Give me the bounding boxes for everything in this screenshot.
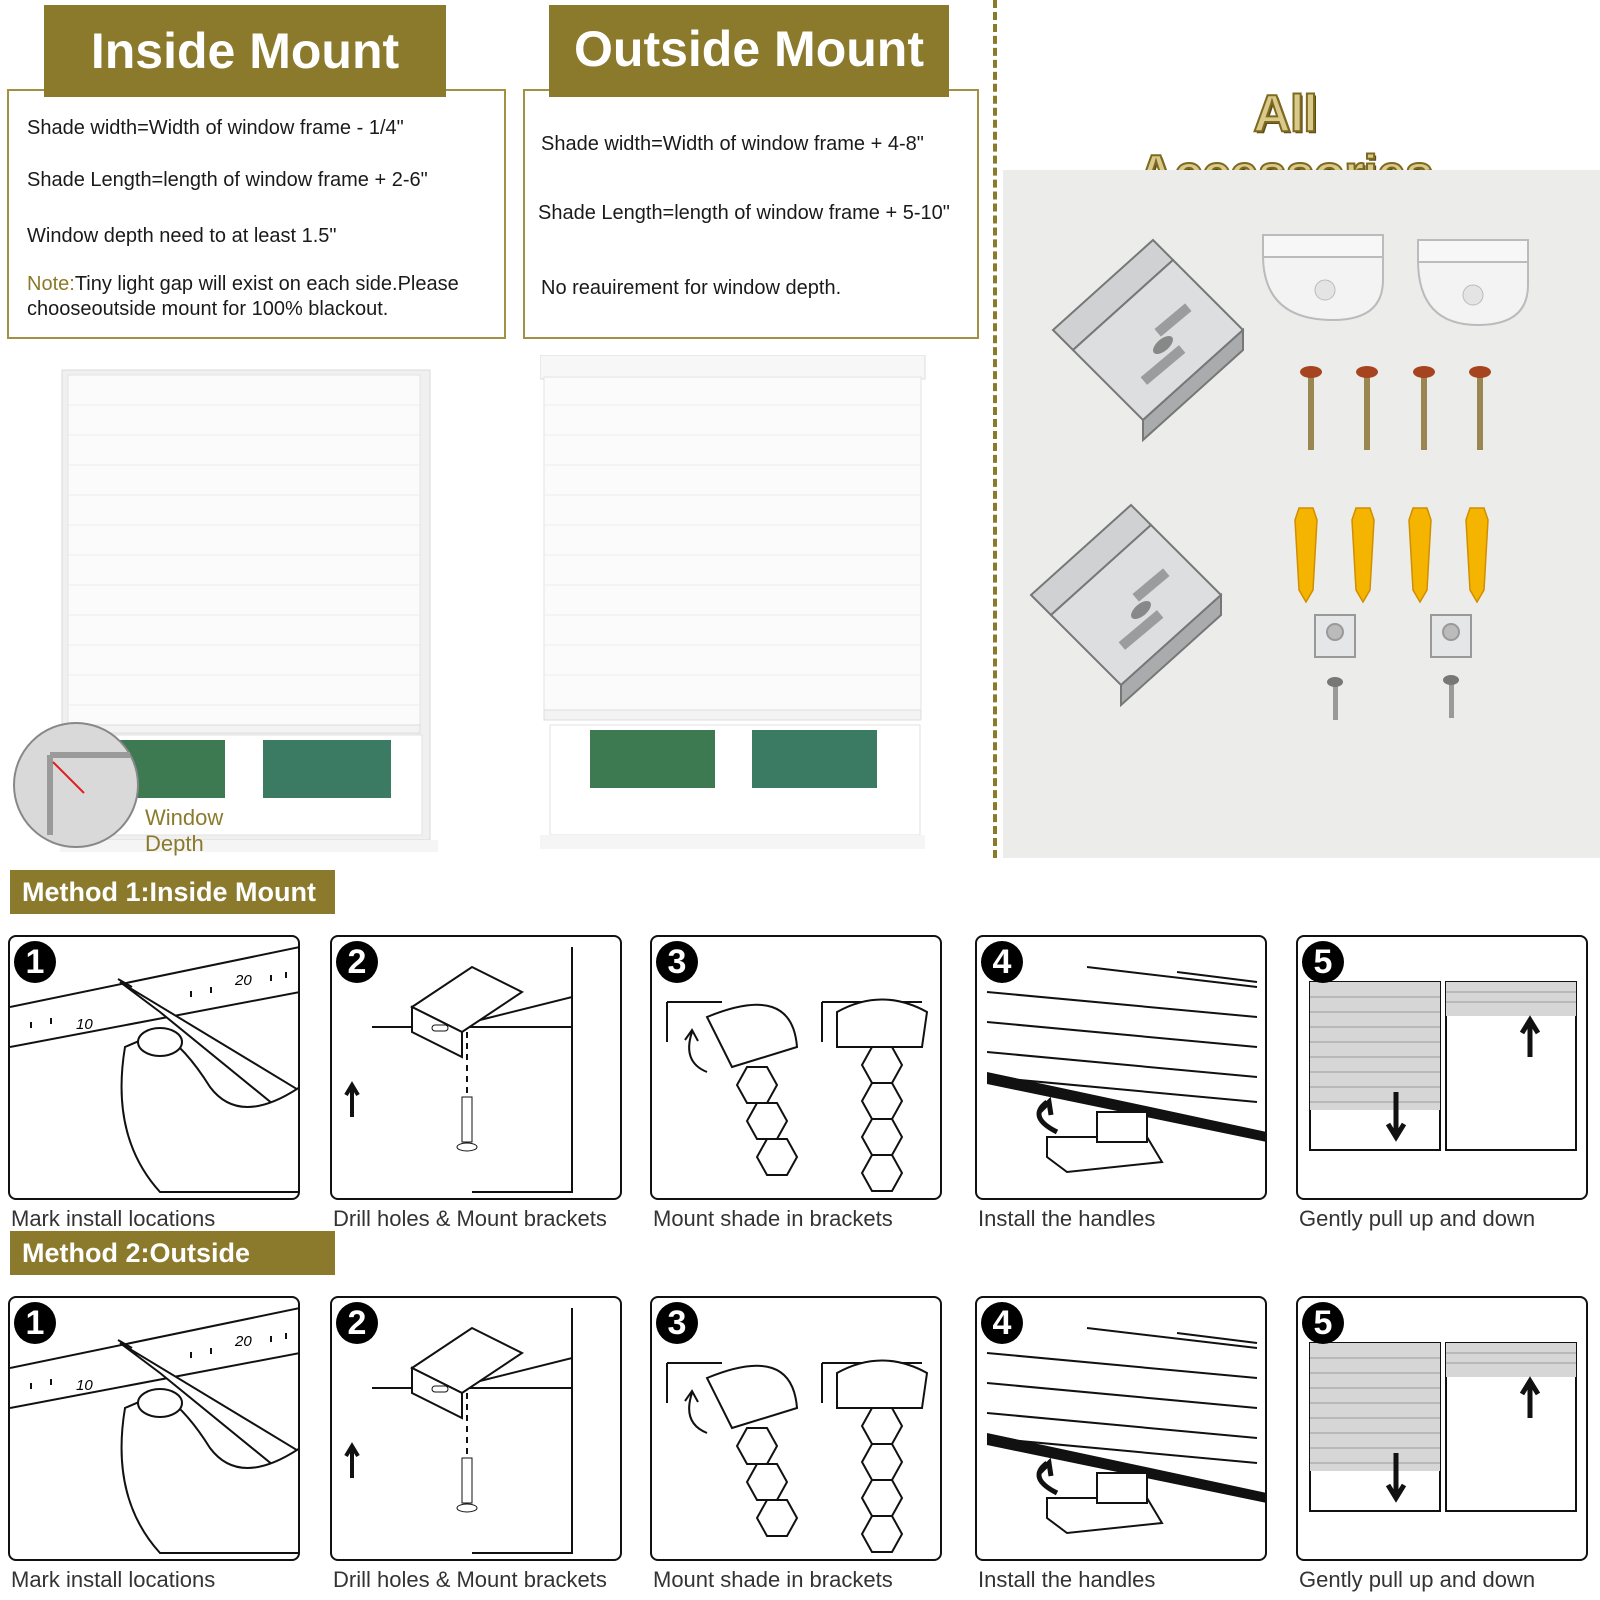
step-number-badge: 2 [336,941,378,983]
wall-anchors [1295,508,1488,602]
method-1-step-3 [650,935,942,1200]
step-caption: Mount shade in brackets [653,1567,893,1592]
accessories-photo [1003,170,1600,858]
accessories-title: All [1253,85,1317,143]
outside-depth-rule: No reauirement for window depth. [541,277,842,299]
method-1-step-2 [330,935,622,1200]
inside-note-line2: chooseoutside mount for 100% blackout. [27,298,389,320]
outside-mount-title: Outside Mount [549,5,949,97]
mounting-bracket [1053,240,1243,440]
step-caption: Drill holes & Mount brackets [333,1567,607,1592]
pull-shade-icon [1298,1298,1588,1560]
ruler-pencil-icon [10,937,300,1199]
method-2-title: Method 2:Outside [10,1231,335,1275]
outside-mount-info-box [523,89,979,339]
ruler-mark-20: 20 [235,972,252,989]
ruler-pencil-icon [10,1298,300,1560]
method-2-step-4 [975,1296,1267,1561]
clear-clip [1418,240,1528,325]
window-depth-line1: Window [145,805,224,830]
step-number-badge: 3 [656,941,698,983]
step-caption: Drill holes & Mount brackets [333,1206,607,1231]
step-caption: Gently pull up and down [1299,1206,1536,1231]
step-number-badge: 3 [656,1302,698,1344]
step-number-badge: 4 [981,1302,1023,1344]
method-2-step-2 [330,1296,622,1561]
step-caption: Mount shade in brackets [653,1206,893,1231]
clip-nuts [1315,615,1471,657]
inside-depth-rule: Window depth need to at least 1.5" [27,225,337,247]
inside-length-rule: Shade Length=length of window frame + 2-6" [27,169,428,191]
step-number-badge: 1 [14,941,56,983]
note-text: Tiny light gap will exist on each side.Please [74,273,459,295]
step-caption: Gently pull up and down [1299,1567,1536,1592]
outside-width-rule: Shade width=Width of window frame + 4-8" [541,133,924,155]
step-number-badge: 2 [336,1302,378,1344]
cellular-shade-icon [652,937,942,1199]
method-1-step-1 [8,935,300,1200]
cellular-shade-icon [652,1298,942,1560]
step-number-badge: 5 [1302,941,1344,983]
inside-shade-illustration [0,365,440,855]
outside-shade-illustration [540,355,930,855]
method-2-step-1 [8,1296,300,1561]
method-1-step-5 [1296,935,1588,1200]
window-depth-label [145,805,223,857]
pull-shade-icon [1298,937,1588,1199]
step-caption: Mark install locations [11,1206,216,1231]
outside-length-rule: Shade Length=length of window frame + 5-10" [538,202,950,224]
ruler-mark-10: 10 [76,1377,93,1394]
bracket-screw-icon [332,1298,622,1560]
step-caption: Install the handles [978,1206,1156,1231]
inside-width-rule: Shade width=Width of window frame - 1/4" [27,117,404,139]
section-divider [993,0,997,858]
mounting-bracket [1031,505,1221,705]
method-1-title: Method 1:Inside Mount [10,870,335,914]
bracket-screw-icon [332,937,622,1199]
window-depth-line2: Depth [145,831,204,856]
handle-icon [977,1298,1267,1560]
outside-mount-shade-photo [540,355,930,855]
step-caption: Mark install locations [11,1567,216,1592]
ruler-mark-10: 10 [76,1016,93,1033]
accessories-illustration [1003,170,1600,858]
inside-mount-title: Inside Mount [44,5,446,97]
inside-mount-shade-photo [0,365,440,855]
step-caption: Install the handles [978,1567,1156,1592]
wood-screws [1300,366,1491,450]
step-number-badge: 4 [981,941,1023,983]
small-screws [1327,675,1459,720]
step-number-badge: 1 [14,1302,56,1344]
inside-mount-info-box [7,89,506,339]
note-label: Note: [27,273,75,295]
step-number-badge: 5 [1302,1302,1344,1344]
ruler-mark-20: 20 [235,1333,252,1350]
method-1-step-4 [975,935,1267,1200]
clear-clip [1263,235,1383,320]
method-2-step-5 [1296,1296,1588,1561]
inside-note [27,273,459,296]
method-2-step-3 [650,1296,942,1561]
handle-icon [977,937,1267,1199]
